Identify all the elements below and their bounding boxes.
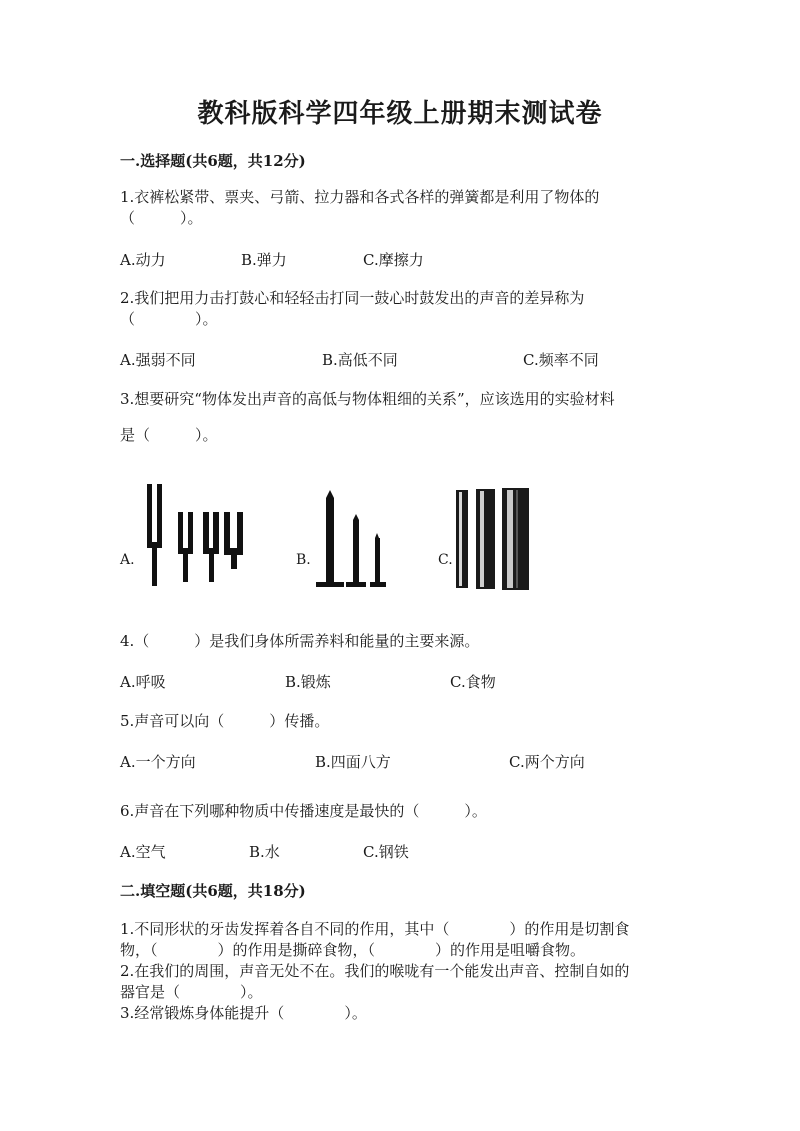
question-2-option-b[interactable]: B.高低不同 bbox=[322, 351, 398, 369]
fill-line-1: 1.不同形状的牙齿发挥着各自不同的作用，其中（ ）的作用是切割食 bbox=[120, 920, 630, 938]
fill-line-2: 物，（ ）的作用是撕碎食物，（ ）的作用是咀嚼食物。 bbox=[120, 941, 586, 959]
question-4-option-c[interactable]: C.食物 bbox=[450, 673, 496, 691]
question-6-option-b[interactable]: B.水 bbox=[249, 843, 280, 861]
question-3-option-b[interactable]: B. bbox=[296, 552, 311, 568]
question-5-option-b[interactable]: B.四面八方 bbox=[315, 753, 391, 771]
question-5-text: 5.声音可以向（ ）传播。 bbox=[120, 712, 330, 730]
question-5-option-c[interactable]: C.两个方向 bbox=[509, 753, 585, 771]
question-6-text: 6.声音在下列哪种物质中传播速度是最快的（ ）。 bbox=[120, 802, 487, 820]
question-2-option-c[interactable]: C.频率不同 bbox=[523, 351, 599, 369]
question-5-option-a[interactable]: A.一个方向 bbox=[120, 753, 196, 771]
question-3-text: 3.想要研究“物体发出声音的高低与物体粗细的关系”，应该选用的实验材料 bbox=[120, 390, 615, 408]
question-2-blank: （ ）。 bbox=[120, 310, 218, 328]
question-3-option-a[interactable]: A. bbox=[120, 552, 135, 568]
question-1-blank: （ ）。 bbox=[120, 209, 203, 227]
question-1-option-c[interactable]: C.摩擦力 bbox=[363, 251, 424, 269]
section-heading-choice: 一.选择题(共6题，共12分) bbox=[120, 152, 306, 170]
nails-image bbox=[312, 490, 394, 590]
question-4-option-a[interactable]: A.呼吸 bbox=[120, 673, 166, 691]
question-1-text: 1.衣裤松紧带、票夹、弓箭、拉力器和各式各样的弹簧都是利用了物体的 bbox=[120, 188, 600, 206]
page-title: 教科版科学四年级上册期末测试卷 bbox=[197, 99, 603, 129]
question-3-blank: 是（ ）。 bbox=[120, 426, 218, 444]
fill-line-3: 2.在我们的周围，声音无处不在。我们的喉咙有一个能发出声音、控制自如的 bbox=[120, 962, 630, 980]
question-3-option-c[interactable]: C. bbox=[438, 552, 453, 568]
question-4-option-b[interactable]: B.锻炼 bbox=[285, 673, 331, 691]
tuning-forks-image bbox=[140, 480, 250, 590]
question-6-option-c[interactable]: C.钢铁 bbox=[363, 843, 409, 861]
fill-line-4: 器官是（ ）。 bbox=[120, 983, 263, 1001]
rods-image bbox=[450, 486, 532, 592]
question-1-option-a[interactable]: A.动力 bbox=[120, 251, 166, 269]
question-6-option-a[interactable]: A.空气 bbox=[120, 843, 166, 861]
question-2-option-a[interactable]: A.强弱不同 bbox=[120, 351, 196, 369]
question-2-text: 2.我们把用力击打鼓心和轻轻击打同一鼓心时鼓发出的声音的差异称为 bbox=[120, 289, 585, 307]
question-4-text: 4.（ ）是我们身体所需养料和能量的主要来源。 bbox=[120, 632, 480, 650]
fill-line-5: 3.经常锻炼身体能提升（ ）。 bbox=[120, 1004, 367, 1022]
question-1-option-b[interactable]: B.弹力 bbox=[241, 251, 287, 269]
section-heading-fill-blank: 二.填空题(共6题，共18分) bbox=[120, 882, 306, 900]
